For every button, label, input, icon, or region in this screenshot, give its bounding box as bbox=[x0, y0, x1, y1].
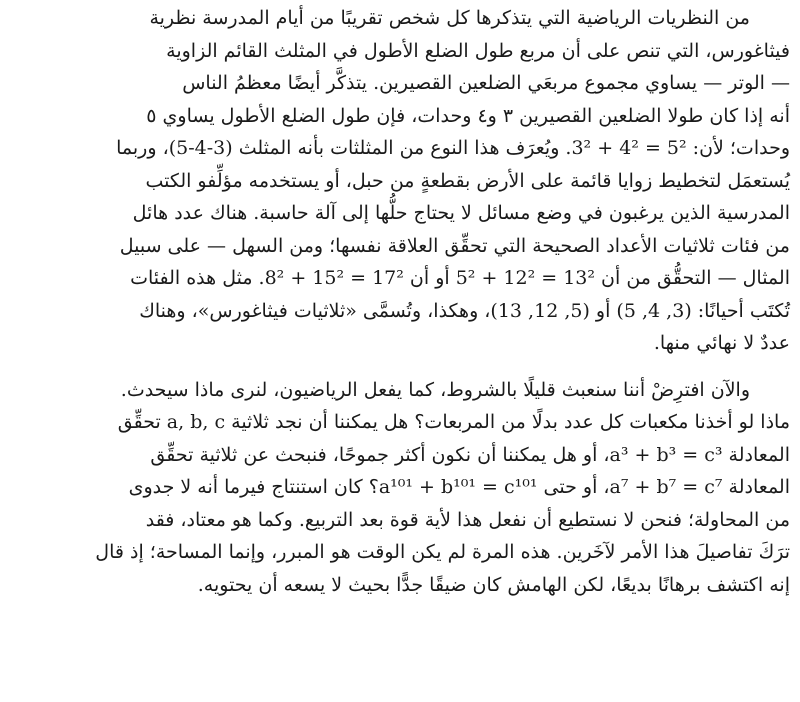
text-line: المثال — التحقُّق من أن 13² = 12² + 5² أو أن 17² = 15² + 8². مثل هذه الفئات bbox=[130, 267, 790, 289]
text-line: من النظريات الرياضية التي يتذكرها كل شخص تقريبًا من أيام المدرسة نظرية bbox=[149, 7, 750, 29]
text-line: إنه اكتشف برهانًا بديعًا، لكن الهامش كان ضيقًا جدًّا بحيث لا يسعه أن يحتويه. bbox=[197, 573, 790, 596]
text-line: من فئات ثلاثيات الأعداد الصحيحة التي تحقِّق العلاقة نفسها؛ ومن السهل — على سبيل bbox=[119, 234, 790, 257]
text-line: المعادلة a⁷ + b⁷ = c⁷، أو حتى a¹⁰¹ + b¹⁰¹ = c¹⁰¹؟ كان استنتاج فيرما أنه لا جدوى bbox=[128, 476, 790, 498]
text-line: المعادلة a³ + b³ = c³، أو هل يمكننا أن نكون أكثر جموحًا، فنبحث عن ثلاثية تحقِّق bbox=[150, 443, 790, 466]
text-line: ماذا لو أخذنا مكعبات كل عدد بدلًا من المربعات؟ هل يمكننا أن نجد ثلاثية a, b, c تحقِّق bbox=[117, 411, 790, 433]
text-line: فيثاغورس، التي تنص على أن مربع طول الضلع الأطول في المثلث القائم الزاوية bbox=[166, 39, 790, 62]
text-line: ترَكَ تفاصيلَ هذا الأمر لآخَرين. هذه المرة لم يكن الوقت هو المبرر، وإنما المساحة؛ إذ قال bbox=[95, 541, 790, 563]
text-line: يُستعمَل لتخطيط زوايا قائمة على الأرض بقطعةٍ من حبل، أو يستخدمه مؤلِّفو الكتب bbox=[145, 169, 790, 192]
text-line: وحدات؛ لأن: 5² = 4² + 3². ويُعرَف هذا النوع من المثلثات بأنه المثلث (3-4-5)، وربما bbox=[116, 137, 790, 159]
text-line: تُكتَب أحيانًا: (3, 4, 5) أو (5, 12, 13)، وهكذا، وتُسمَّى «ثلاثيات فيثاغورس»، وهناك bbox=[139, 299, 790, 322]
text-line: — الوتر — يساوي مجموع مربعَي الضلعين القصيرين. يتذكَّر أيضًا معظمُ الناس bbox=[182, 72, 790, 94]
text-line: من المحاولة؛ فنحن لا نستطيع أن نفعل هذا لأية قوة بعد التربيع. وكما هو معتاد، فقد bbox=[145, 508, 790, 531]
paragraph-fermat bbox=[8, 374, 790, 602]
text-line: المدرسية الذين يرغبون في وضع مسائل لا يحتاج حلُّها إلى آلة حاسبة. هناك عدد هائل bbox=[132, 202, 790, 224]
text-line: عددٌ لا نهائي منها. bbox=[653, 332, 790, 354]
text-line: أنه إذا كان طولا الضلعين القصيرين ٣ و٤ وحدات، فإن طول الضلع الأطول يساوي ٥ bbox=[146, 104, 790, 127]
paragraph-pythagoras bbox=[8, 0, 790, 360]
document-page bbox=[8, 0, 790, 702]
text-line: والآن افترِضْ أننا سنعبث قليلًا بالشروط، كما يفعل الرياضيون، لنرى ماذا سيحدث. bbox=[120, 378, 750, 401]
